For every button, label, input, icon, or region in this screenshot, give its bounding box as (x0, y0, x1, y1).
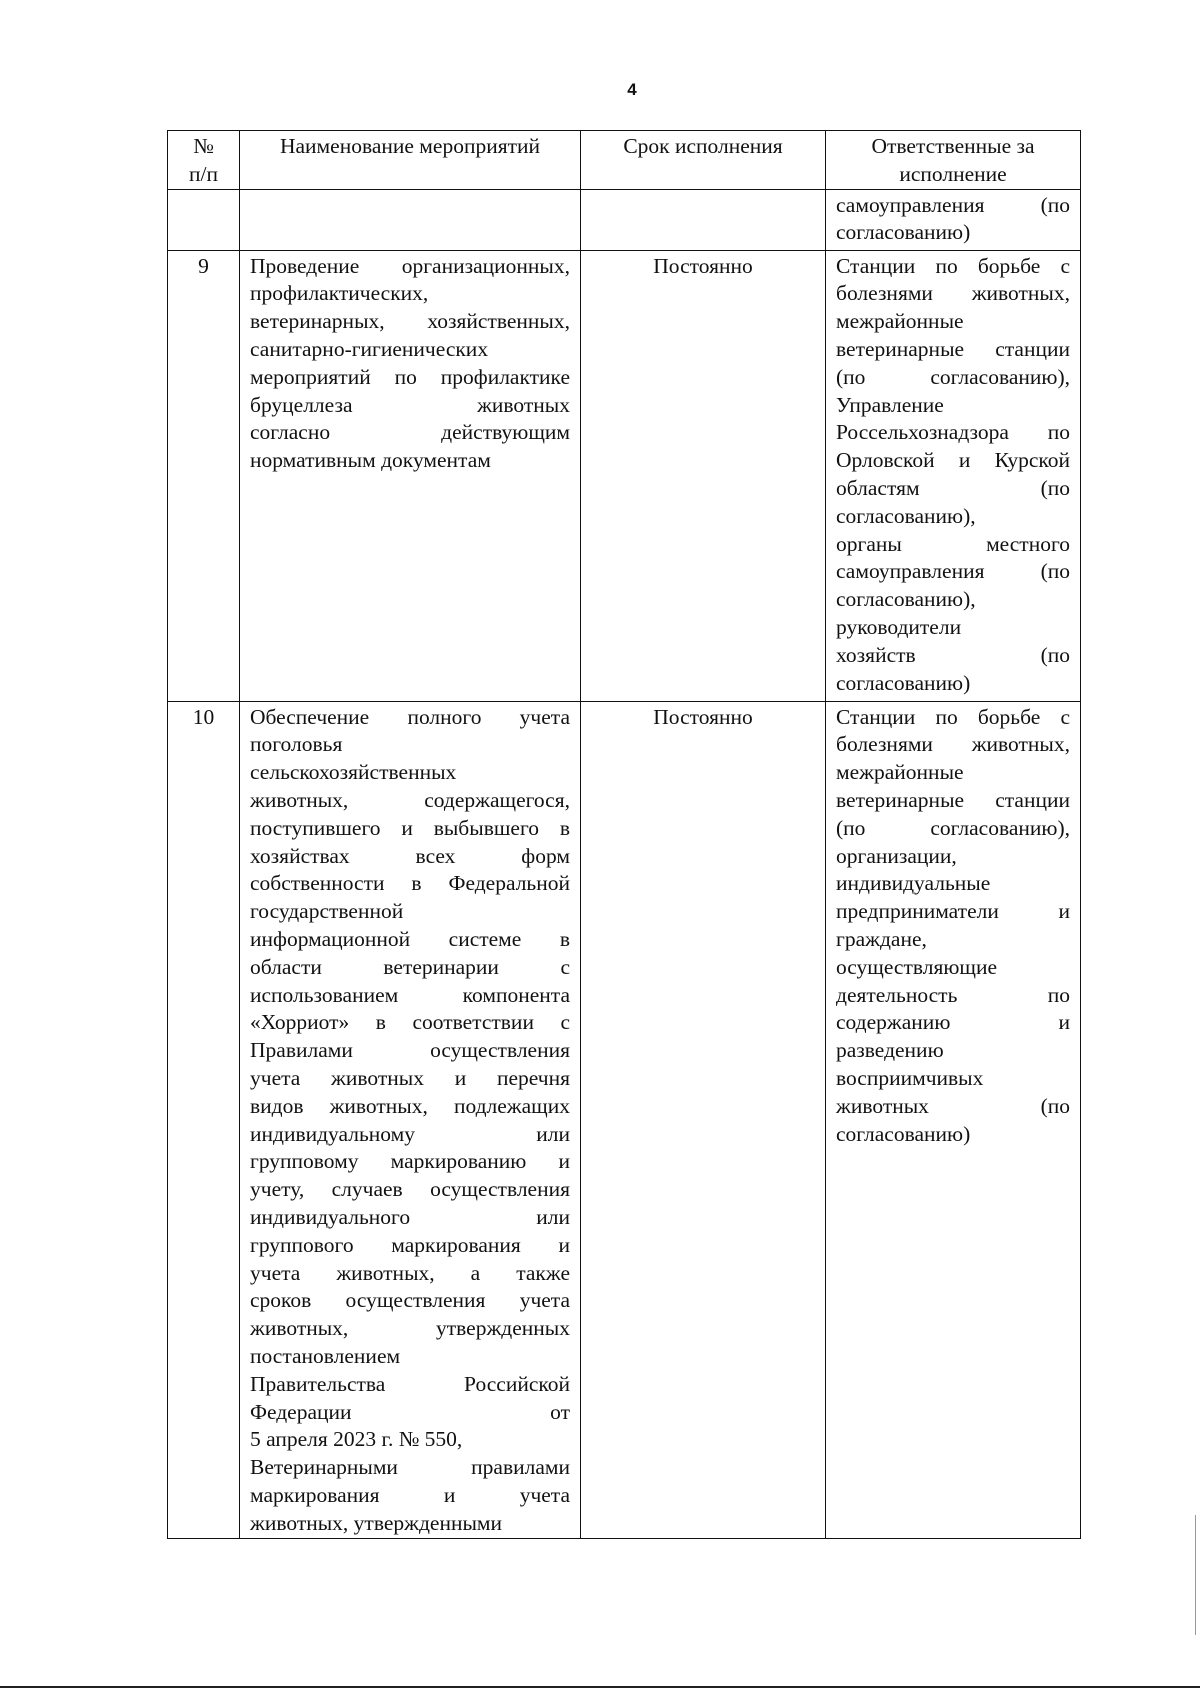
cell-text-line: Проведение организационных, (250, 253, 570, 278)
cell-text-line: ветеринарных, хозяйственных, (250, 309, 570, 334)
cell-text-line: Управление (836, 392, 944, 417)
cell-text-line: индивидуального или (250, 1204, 570, 1229)
cell-text-line: согласованию) (836, 220, 971, 245)
cell-text-line: межрайонные (836, 760, 964, 785)
cell-text-line: межрайонные (836, 309, 964, 334)
cell-text-line: осуществляющие (836, 954, 998, 979)
cell-text-line: хозяйствах всех форм (250, 843, 570, 868)
table-row (168, 701, 1081, 1538)
cell-text-line: животных, утвержденных (250, 1316, 570, 1341)
cell-text-line: согласованию), (836, 587, 976, 612)
header-deadline: Срок исполнения (581, 131, 826, 190)
page-number: 4 (627, 80, 637, 99)
cell-text-line: информационной системе в (250, 926, 570, 951)
cell-text-line: животных, утвержденными (250, 1510, 503, 1535)
cell-text-line: предприниматели и (836, 899, 1070, 924)
cell-text-line: болезнями животных, (836, 281, 1070, 306)
cell-responsible (826, 250, 1081, 701)
cell-text-line: согласно действующим (250, 420, 570, 445)
cell-text-line: Ветеринарными правилами (250, 1455, 570, 1480)
cell-event-name (240, 189, 581, 250)
cell-text-line: санитарно-гигиенических (250, 336, 489, 361)
cell-text-line: Федерации от (250, 1399, 570, 1424)
cell-text-line: «Хорриот» в соответствии с (250, 1010, 570, 1035)
cell-text-line: учета животных, а также (250, 1260, 570, 1285)
cell-text-line: нормативным документам (250, 448, 491, 473)
cell-text-line: (по согласованию), (836, 815, 1070, 840)
cell-text-line: животных (по (836, 1093, 1070, 1118)
cell-text-line: Россельхознадзора по (836, 420, 1070, 445)
cell-text-line: согласованию), (836, 503, 976, 528)
table-header-row (168, 131, 1081, 190)
cell-text-line: собственности в Федеральной (250, 871, 570, 896)
cell-text-line: индивидуальному или (250, 1121, 570, 1146)
cell-text-line: Станции по борьбе с (836, 253, 1070, 278)
cell-text-line: поголовья (250, 732, 343, 757)
cell-text-line: индивидуальные (836, 871, 991, 896)
cell-text-line: сельскохозяйственных (250, 760, 457, 785)
cell-deadline (581, 189, 826, 250)
cell-text-line: животных, содержащегося, (250, 787, 570, 812)
cell-event-name (240, 250, 581, 701)
cell-text-line: граждане, (836, 926, 927, 951)
cell-text-line: ветеринарные станции (836, 787, 1070, 812)
cell-text-line: областям (по (836, 475, 1070, 500)
cell-text-line: групповому маркированию и (250, 1149, 570, 1174)
cell-text-line: руководители (836, 614, 962, 639)
cell-text-line: Обеспечение полного учета (250, 704, 570, 729)
cell-text-line: бруцеллеза животных (250, 392, 570, 417)
header-responsible-line: Ответственные за (871, 134, 1035, 158)
cell-text-line: группового маркирования и (250, 1232, 570, 1257)
cell-text-line: (по согласованию), (836, 364, 1070, 389)
cell-text-line: области ветеринарии с (250, 954, 570, 979)
header-event-name: Наименование мероприятий (240, 131, 581, 190)
cell-text-line: органы местного (836, 531, 1070, 556)
cell-text-line: болезнями животных, (836, 732, 1070, 757)
cell-text-line: поступившего и выбывшего в (250, 815, 570, 840)
cell-text-line: учета животных и перечня (250, 1065, 570, 1090)
cell-number (168, 189, 240, 250)
cell-text-line: маркирования и учета (250, 1482, 570, 1507)
header-responsible (826, 131, 1081, 190)
cell-number: 10 (168, 701, 240, 1538)
cell-responsible (826, 189, 1081, 250)
cell-text-line: Орловской и Курской (836, 448, 1070, 473)
cell-deadline: Постоянно (581, 250, 826, 701)
cell-text-line: восприимчивых (836, 1065, 984, 1090)
cell-text-line: профилактических, (250, 281, 429, 306)
cell-text-line: сроков осуществления учета (250, 1288, 570, 1313)
cell-text-line: самоуправления (по (836, 559, 1070, 584)
cell-text-line: разведению (836, 1038, 944, 1063)
cell-text-line: согласованию) (836, 1121, 971, 1146)
cell-text-line: видов животных, подлежащих (250, 1093, 570, 1118)
cell-text-line: организации, (836, 843, 957, 868)
cell-text-line: согласованию) (836, 670, 971, 695)
cell-text-line: государственной (250, 899, 404, 924)
cell-text-line: 5 апреля 2023 г. № 550, (250, 1427, 463, 1452)
cell-deadline: Постоянно (581, 701, 826, 1538)
table-row (168, 250, 1081, 701)
cell-text-line: ветеринарные станции (836, 336, 1070, 361)
cell-text-line: Правительства Российской (250, 1371, 570, 1396)
header-number (168, 131, 240, 190)
cell-text-line: хозяйств (по (836, 642, 1070, 667)
cell-number: 9 (168, 250, 240, 701)
cell-text-line: постановлением (250, 1343, 401, 1368)
cell-text-line: учету, случаев осуществления (250, 1177, 570, 1202)
header-number-line: п/п (189, 161, 218, 186)
cell-text-line: деятельность по (836, 982, 1070, 1007)
events-table (167, 130, 1081, 1539)
cell-text-line: мероприятий по профилактике (250, 364, 570, 389)
cell-text-line: Правилами осуществления (250, 1038, 570, 1063)
cell-event-name (240, 701, 581, 1538)
scan-side-mark (1195, 1515, 1196, 1635)
header-number-line: № (193, 134, 214, 158)
table-row-continuation (168, 189, 1081, 250)
cell-text-line: использованием компонента (250, 982, 570, 1007)
cell-text-line: самоуправления (по (836, 192, 1070, 217)
cell-text-line: содержанию и (836, 1010, 1070, 1035)
header-responsible-line: исполнение (899, 161, 1007, 186)
cell-responsible (826, 701, 1081, 1538)
cell-text-line: Станции по борьбе с (836, 704, 1070, 729)
